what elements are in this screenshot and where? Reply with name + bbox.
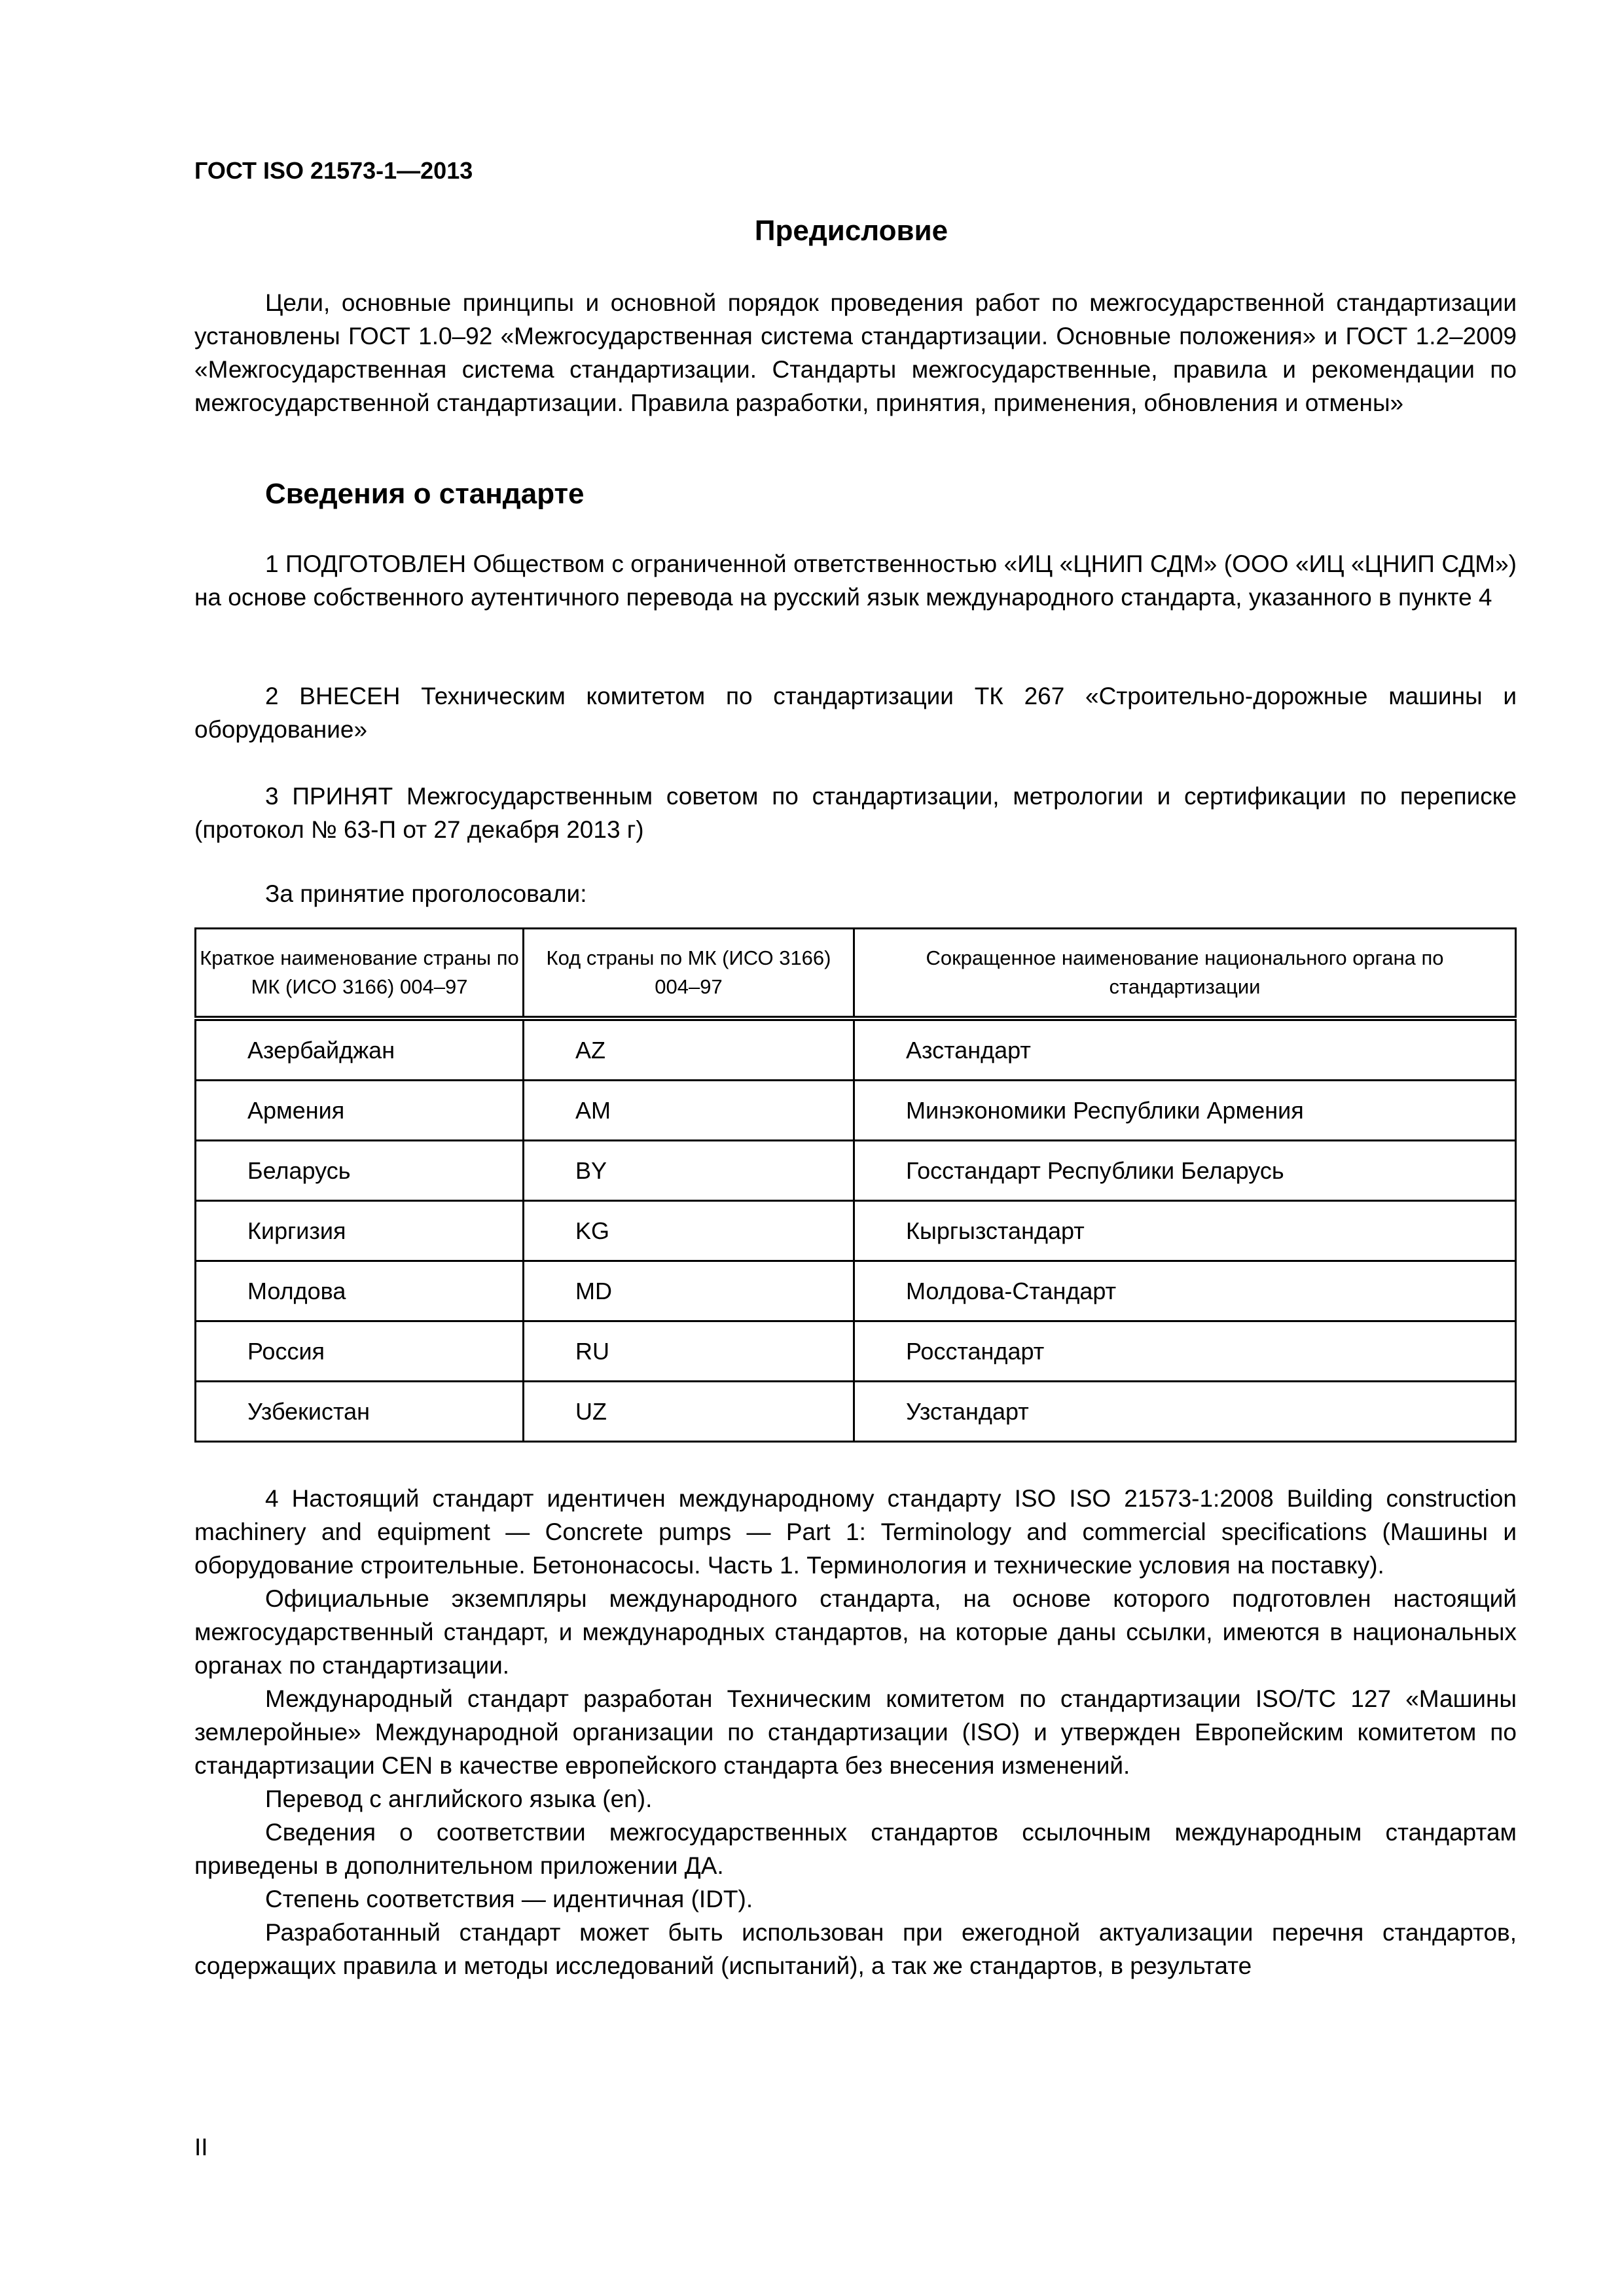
cell-body: Минэкономики Республики Армения (854, 1081, 1516, 1141)
item-1: 1 ПОДГОТОВЛЕН Обществом с ограниченной ответственностью «ИЦ «ЦНИП СДМ» (ООО «ИЦ «ЦНИП СДМ») на основе собственного аутентичного перевода на русский язык международного стандарта, указанного в пункте 4 (194, 550, 1517, 611)
cell-code: UZ (524, 1382, 854, 1442)
info-title: Сведения о стандарте (265, 478, 585, 510)
table-row (196, 1201, 1516, 1261)
item-4-block (194, 1482, 1517, 1982)
cell-country: Киргизия (196, 1201, 524, 1261)
item-4-para: Разработанный стандарт может быть использован при ежегодной актуализации перечня стандартов, содержащих правила и методы исследований (испытаний), а так же стандартов, в результате (194, 1919, 1517, 1979)
table-row (196, 1382, 1516, 1442)
cell-country: Молдова (196, 1261, 524, 1321)
item-4-para: Международный стандарт разработан Техническим комитетом по стандартизации ISO/TC 127 «Машины землеройные» Международной организации по стандартизации (ISO) и утвержден Европейским комитетом по стандартизации CEN в качестве европейского стандарта без внесения изменений. (194, 1685, 1517, 1779)
item-4-para: Перевод с английского языка (en). (265, 1785, 653, 1812)
page-number: II (194, 2134, 208, 2161)
item-4-para: Сведения о соответствии межгосударственных стандартов ссылочным международным стандартам приведены в дополнительном приложении ДА. (194, 1819, 1517, 1879)
cell-code: KG (524, 1201, 854, 1261)
table-row (196, 1261, 1516, 1321)
col-header-body: Сокращенное наименование национального органа по стандартизации (854, 929, 1516, 1019)
cell-country: Россия (196, 1321, 524, 1382)
cell-body: Узстандарт (854, 1382, 1516, 1442)
table-row (196, 1081, 1516, 1141)
item-3: 3 ПРИНЯТ Межгосударственным советом по стандартизации, метрологии и сертификации по переписке (протокол № 63-П от 27 декабря 2013 г) (194, 783, 1517, 843)
cell-body: Азстандарт (854, 1018, 1516, 1081)
table-row (196, 1141, 1516, 1201)
col-header-code: Код страны по МК (ИСО 3166) 004–97 (524, 929, 854, 1019)
vote-label: За принятие проголосовали: (265, 880, 587, 907)
item-4-para: Официальные экземпляры международного стандарта, на основе которого подготовлен настоящий межгосударственный стандарт, и международных стандартов, на которые даны ссылки, имеются в национальных органах по стандартизации. (194, 1585, 1517, 1679)
col-header-country: Краткое наименование страны по МК (ИСО 3166) 004–97 (196, 929, 524, 1019)
cell-country: Армения (196, 1081, 524, 1141)
foreword-title: Предисловие (754, 215, 948, 247)
cell-country: Азербайджан (196, 1018, 524, 1081)
table-row (196, 1321, 1516, 1382)
cell-body: Кыргызстандарт (854, 1201, 1516, 1261)
cell-code: BY (524, 1141, 854, 1201)
foreword-text: Цели, основные принципы и основной порядок проведения работ по межгосударственной стандартизации установлены ГОСТ 1.0–92 «Межгосударственная система стандартизации. Основные положения» и ГОСТ 1.2–2009 «Межгосударственная система стандартизации. Стандарты межгосударственные, правила и рекомендации по межгосударственной стандартизации. Правила разработки, принятия, применения, обновления и отмены» (194, 289, 1517, 416)
cell-country: Беларусь (196, 1141, 524, 1201)
document-header: ГОСТ ISO 21573-1—2013 (194, 157, 473, 184)
cell-country: Узбекистан (196, 1382, 524, 1442)
cell-code: RU (524, 1321, 854, 1382)
cell-body: Госстандарт Республики Беларусь (854, 1141, 1516, 1201)
cell-code: AM (524, 1081, 854, 1141)
voting-table (194, 927, 1517, 1443)
item-2: 2 ВНЕСЕН Техническим комитетом по стандартизации ТК 267 «Строительно-дорожные машины и оборудование» (194, 683, 1517, 743)
item-4: 4 Настоящий стандарт идентичен международному стандарту ISO ISO 21573-1:2008 Building construction machinery and equipment — Concrete pumps — Part 1: Terminology and commercial specifications (Машины и оборудование строительные. Бетононасосы. Часть 1. Терминология и технические условия на поставку). (194, 1485, 1517, 1579)
cell-code: MD (524, 1261, 854, 1321)
item-4-para: Степень соответствия — идентичная (IDT). (265, 1886, 753, 1912)
cell-code: AZ (524, 1018, 854, 1081)
cell-body: Росстандарт (854, 1321, 1516, 1382)
cell-body: Молдова-Стандарт (854, 1261, 1516, 1321)
table-row (196, 1018, 1516, 1081)
